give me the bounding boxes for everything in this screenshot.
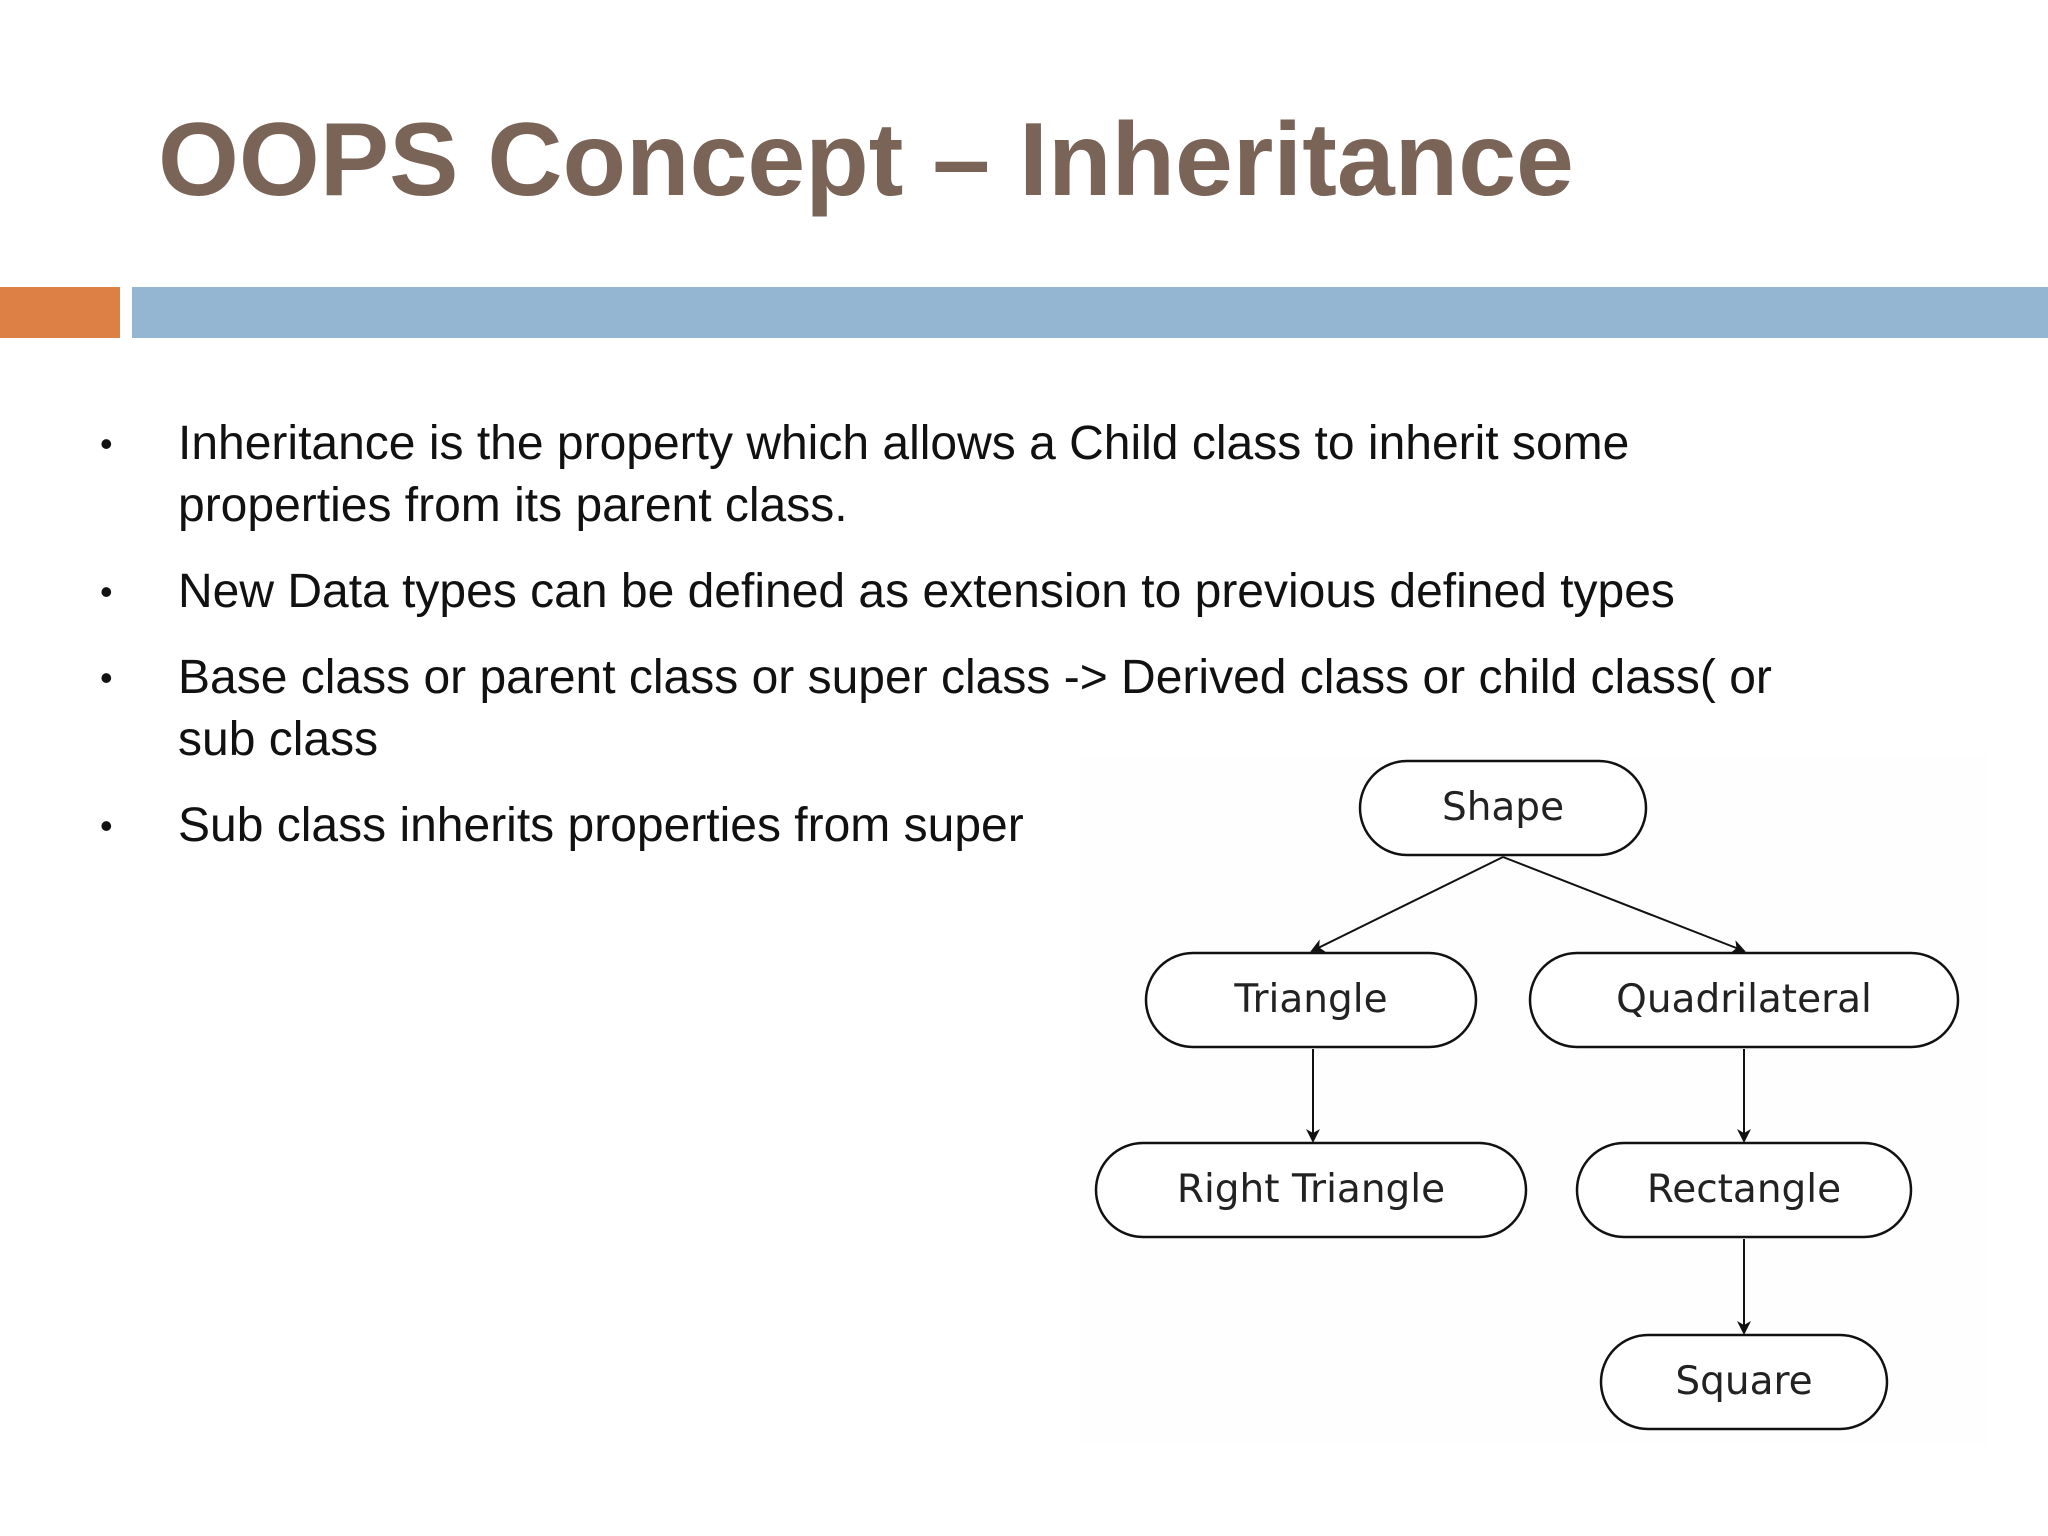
bullet-icon: • <box>100 423 113 464</box>
bullet-line: New Data types can be defined as extension to previous defined types <box>178 565 1675 618</box>
edge-shape-triangle <box>1312 857 1503 951</box>
bullet-line: Inheritance is the property which allows a Child class to inherit some <box>178 417 1630 470</box>
bullet-item <box>100 413 1920 537</box>
node-label-square: Square <box>1675 1359 1813 1404</box>
node-label-rectangle: Rectangle <box>1646 1167 1842 1212</box>
bullet-icon: • <box>100 657 113 698</box>
slide-title: OOPS Concept – Inheritance <box>158 102 1574 218</box>
bullet-icon: • <box>100 805 113 846</box>
bullet-line: Sub class inherits properties from super <box>178 799 1024 852</box>
bullet-line: Base class or parent class or super class -> Derived class or child class( or <box>178 651 1772 704</box>
bullet-line: sub class <box>178 713 379 766</box>
bullet-item <box>100 561 1920 623</box>
diagram-graphics <box>1080 755 1988 1445</box>
bullet-item <box>100 647 1920 771</box>
edge-shape-quadrilateral <box>1503 857 1744 951</box>
node-label-triangle: Triangle <box>1234 977 1388 1022</box>
node-label-right-triangle: Right Triangle <box>1176 1167 1446 1212</box>
bullet-line: properties from its parent class. <box>178 479 848 532</box>
node-label-quadrilateral: Quadrilateral <box>1616 977 1872 1022</box>
title-underline-bar <box>132 287 2048 338</box>
node-label-shape: Shape <box>1441 785 1565 830</box>
inheritance-diagram <box>1080 755 1988 1445</box>
bullet-icon: • <box>100 571 113 612</box>
accent-bar <box>0 287 120 338</box>
